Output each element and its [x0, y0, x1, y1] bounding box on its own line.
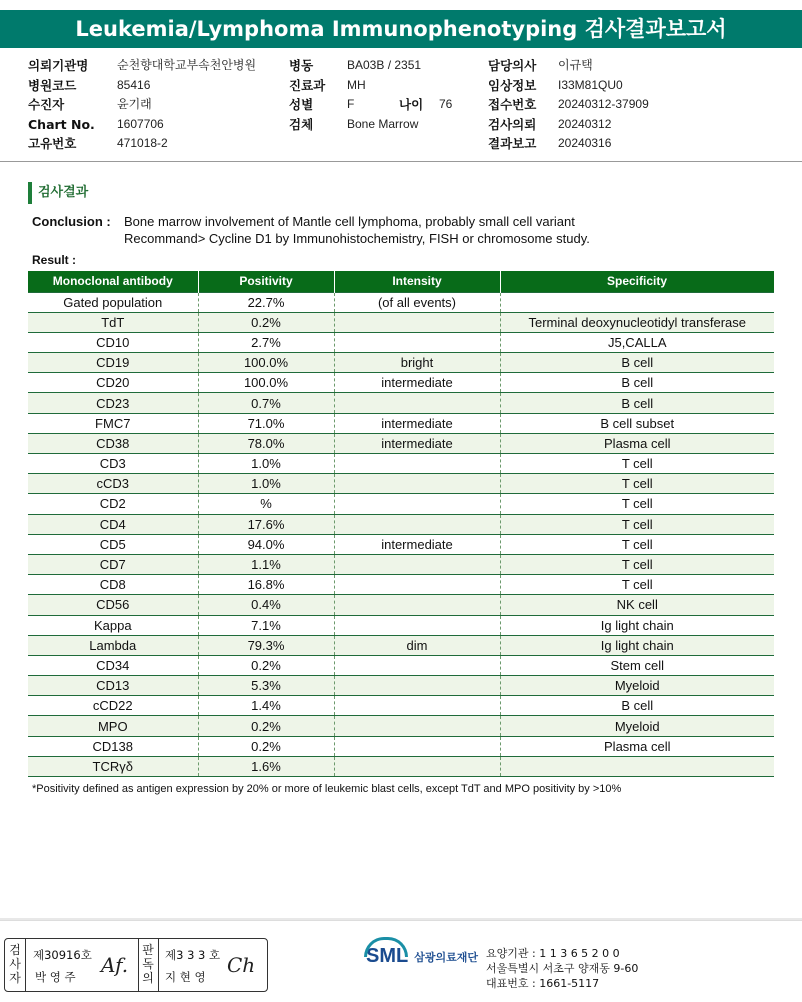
table-cell: B cell: [500, 353, 774, 373]
table-cell: [334, 736, 500, 756]
table-cell: [334, 676, 500, 696]
table-cell: T cell: [500, 474, 774, 494]
column-header: Specificity: [500, 271, 774, 292]
table-cell: 1.4%: [198, 696, 334, 716]
divider: [158, 939, 159, 991]
table-cell: [334, 615, 500, 635]
table-cell: [334, 514, 500, 534]
table-row: [28, 312, 774, 332]
table-cell: 71.0%: [198, 413, 334, 433]
results-table: [28, 271, 775, 777]
table-cell: CD138: [28, 736, 198, 756]
table-row: [28, 534, 774, 554]
sml-logo-icon: SML: [366, 945, 408, 968]
info-label: 의뢰기관명: [28, 58, 89, 73]
table-cell: Myeloid: [500, 676, 774, 696]
tester-name: 박 영 주: [35, 970, 76, 984]
info-label: Chart No.: [28, 116, 95, 132]
reviewer-license: 제3 3 3 호: [165, 948, 221, 962]
table-cell: T cell: [500, 534, 774, 554]
tester-license: 제30916호: [33, 948, 92, 962]
table-row: [28, 474, 774, 494]
table-cell: B cell: [500, 393, 774, 413]
table-cell: 0.2%: [198, 655, 334, 675]
table-cell: 100.0%: [198, 373, 334, 393]
reviewer-label: 판독의: [142, 943, 154, 985]
table-row: [28, 332, 774, 352]
table-cell: CD23: [28, 393, 198, 413]
table-cell: 79.3%: [198, 635, 334, 655]
info-row: [488, 95, 649, 115]
table-cell: intermediate: [334, 534, 500, 554]
divider: [25, 939, 26, 991]
info-row: [289, 95, 452, 115]
column-header: Intensity: [334, 271, 500, 292]
table-cell: Ig light chain: [500, 635, 774, 655]
result-label: Result :: [32, 253, 77, 267]
table-cell: 94.0%: [198, 534, 334, 554]
table-cell: 2.7%: [198, 332, 334, 352]
org-logo: [366, 945, 478, 968]
table-cell: Plasma cell: [500, 433, 774, 453]
table-cell: [334, 494, 500, 514]
table-body: [28, 292, 774, 777]
info-value: 20240312: [558, 116, 612, 131]
table-cell: CD20: [28, 373, 198, 393]
info-column-3: [488, 56, 649, 154]
age-value: 76: [439, 97, 453, 111]
table-cell: CD2: [28, 494, 198, 514]
table-cell: CD7: [28, 554, 198, 574]
table-cell: [334, 312, 500, 332]
table-cell: (of all events): [334, 292, 500, 312]
table-row: [28, 373, 774, 393]
org-info: [486, 946, 638, 991]
info-row: [289, 76, 452, 96]
table-row: [28, 353, 774, 373]
info-value: 471018-2: [117, 136, 168, 150]
org-phone: 대표번호 : 1661-5117: [486, 977, 600, 990]
table-row: [28, 554, 774, 574]
table-row: [28, 655, 774, 675]
info-row: [28, 134, 256, 154]
table-row: [28, 413, 774, 433]
table-cell: CD4: [28, 514, 198, 534]
table-cell: 1.6%: [198, 756, 334, 776]
table-cell: 100.0%: [198, 353, 334, 373]
table-row: [28, 454, 774, 474]
table-cell: [334, 595, 500, 615]
table-cell: CD3: [28, 454, 198, 474]
info-value: 1607706: [117, 116, 164, 131]
info-value: 이규택: [558, 58, 593, 72]
table-cell: [500, 756, 774, 776]
table-cell: Kappa: [28, 615, 198, 635]
table-cell: T cell: [500, 494, 774, 514]
table-cell: CD38: [28, 433, 198, 453]
table-cell: [334, 393, 500, 413]
info-label: 성별: [289, 97, 314, 112]
table-cell: 0.2%: [198, 736, 334, 756]
info-label: 검사의뢰: [488, 116, 537, 132]
info-value: F: [347, 97, 355, 111]
table-cell: B cell: [500, 373, 774, 393]
info-value: 순천향대학교부속천안병원: [117, 58, 257, 72]
info-row: [28, 95, 256, 115]
divider: [138, 939, 139, 991]
info-row: [28, 76, 256, 96]
table-cell: cCD3: [28, 474, 198, 494]
info-label: 담당의사: [488, 58, 537, 73]
table-cell: [334, 696, 500, 716]
table-row: [28, 696, 774, 716]
table-row: [28, 514, 774, 534]
info-row: [28, 115, 256, 135]
section-title: 검사결과: [28, 182, 88, 204]
table-cell: CD19: [28, 353, 198, 373]
table-cell: T cell: [500, 454, 774, 474]
table-cell: TdT: [28, 312, 198, 332]
table-row: [28, 494, 774, 514]
table-cell: 0.4%: [198, 595, 334, 615]
info-label: 접수번호: [488, 97, 537, 112]
table-cell: [500, 292, 774, 312]
table-cell: Lambda: [28, 635, 198, 655]
table-cell: 16.8%: [198, 575, 334, 595]
table-cell: 7.1%: [198, 615, 334, 635]
table-cell: Stem cell: [500, 655, 774, 675]
info-value: 윤기래: [117, 97, 152, 111]
table-cell: CD5: [28, 534, 198, 554]
table-cell: FMC7: [28, 413, 198, 433]
conclusion-line: Recommand> Cycline D1 by Immunohistochemistry, FISH or chromosome study.: [124, 231, 590, 246]
table-cell: [334, 474, 500, 494]
info-row: [488, 56, 649, 76]
tester-signature: Af.: [101, 953, 129, 977]
info-row: [289, 115, 452, 135]
table-cell: Terminal deoxynucleotidyl transferase: [500, 312, 774, 332]
table-cell: CD13: [28, 676, 198, 696]
table-cell: intermediate: [334, 433, 500, 453]
divider: [0, 161, 802, 162]
table-cell: 0.2%: [198, 312, 334, 332]
table-cell: T cell: [500, 575, 774, 595]
table-row: [28, 292, 774, 312]
info-row: [289, 56, 452, 76]
table-row: [28, 615, 774, 635]
table-cell: [334, 332, 500, 352]
table-cell: B cell subset: [500, 413, 774, 433]
table-cell: [334, 756, 500, 776]
table-cell: intermediate: [334, 373, 500, 393]
table-cell: cCD22: [28, 696, 198, 716]
reviewer-signature: Ch: [227, 953, 256, 977]
table-header-row: [28, 271, 774, 292]
info-label: 고유번호: [28, 136, 77, 151]
table-cell: intermediate: [334, 413, 500, 433]
table-cell: TCRγδ: [28, 756, 198, 776]
info-value: I33M81QU0: [558, 77, 623, 92]
info-row: [488, 76, 649, 96]
column-header: Positivity: [198, 271, 334, 292]
table-cell: dim: [334, 635, 500, 655]
table-cell: 22.7%: [198, 292, 334, 312]
report-title: Leukemia/Lymphoma Immunophenotyping 검사결과보고서: [0, 10, 802, 48]
info-label: 검체: [289, 116, 314, 132]
info-label: 진료과: [289, 77, 326, 93]
table-row: [28, 635, 774, 655]
info-value: BA03B / 2351: [347, 58, 422, 72]
table-cell: CD34: [28, 655, 198, 675]
age-label: 나이: [399, 97, 424, 112]
table-row: [28, 736, 774, 756]
table-cell: B cell: [500, 696, 774, 716]
table-cell: CD56: [28, 595, 198, 615]
org-address: 서울특별시 서초구 양재동 9-60: [486, 962, 639, 975]
info-label: 병동: [289, 58, 314, 73]
info-value: Bone Marrow: [347, 116, 419, 131]
info-column-2: [289, 56, 452, 134]
table-row: [28, 433, 774, 453]
signature-box: [4, 938, 268, 992]
info-row: [488, 134, 649, 154]
table-cell: bright: [334, 353, 500, 373]
table-row: [28, 393, 774, 413]
table-cell: 5.3%: [198, 676, 334, 696]
table-cell: 0.7%: [198, 393, 334, 413]
conclusion-line: Bone marrow involvement of Mantle cell lymphoma, probably small cell variant: [124, 214, 575, 229]
table-cell: NK cell: [500, 595, 774, 615]
table-cell: [334, 655, 500, 675]
table-cell: Gated population: [28, 292, 198, 312]
table-cell: 78.0%: [198, 433, 334, 453]
conclusion-label: Conclusion :: [32, 214, 111, 229]
info-value: 20240316: [558, 136, 612, 150]
info-value: 85416: [117, 77, 151, 92]
table-cell: 0.2%: [198, 716, 334, 736]
footnote: *Positivity defined as antigen expression by 20% or more of leukemic blast cells, except TdT and MPO positivity by >10%: [32, 783, 622, 795]
org-name: 삼광의료재단: [414, 950, 478, 964]
table-cell: J5,CALLA: [500, 332, 774, 352]
info-row: [488, 115, 649, 135]
table-cell: Plasma cell: [500, 736, 774, 756]
table-cell: 1.1%: [198, 554, 334, 574]
patient-info: [0, 56, 802, 152]
info-value: 20240312-37909: [558, 97, 649, 111]
reviewer-name: 지 현 영: [165, 970, 206, 984]
info-label: 임상정보: [488, 77, 537, 93]
table-row: [28, 676, 774, 696]
info-label: 수진자: [28, 97, 65, 112]
table-row: [28, 575, 774, 595]
table-cell: %: [198, 494, 334, 514]
info-column-1: [28, 56, 256, 154]
org-code: 요양기관 : 1 1 3 6 5 2 0 0: [486, 947, 620, 960]
info-row: [28, 56, 256, 76]
table-cell: 17.6%: [198, 514, 334, 534]
table-cell: [334, 554, 500, 574]
table-cell: 1.0%: [198, 454, 334, 474]
tester-label: 검사자: [9, 943, 21, 985]
table-row: [28, 595, 774, 615]
table-row: [28, 756, 774, 776]
column-header: Monoclonal antibody: [28, 271, 198, 292]
table-cell: MPO: [28, 716, 198, 736]
table-cell: [334, 575, 500, 595]
info-value: MH: [347, 77, 366, 92]
table-cell: [334, 454, 500, 474]
table-cell: 1.0%: [198, 474, 334, 494]
info-label: 병원코드: [28, 77, 77, 93]
table-row: [28, 716, 774, 736]
info-label: 결과보고: [488, 136, 537, 151]
table-cell: CD10: [28, 332, 198, 352]
table-cell: Myeloid: [500, 716, 774, 736]
table-cell: CD8: [28, 575, 198, 595]
table-cell: [334, 716, 500, 736]
table-cell: Ig light chain: [500, 615, 774, 635]
table-cell: T cell: [500, 514, 774, 534]
table-cell: T cell: [500, 554, 774, 574]
